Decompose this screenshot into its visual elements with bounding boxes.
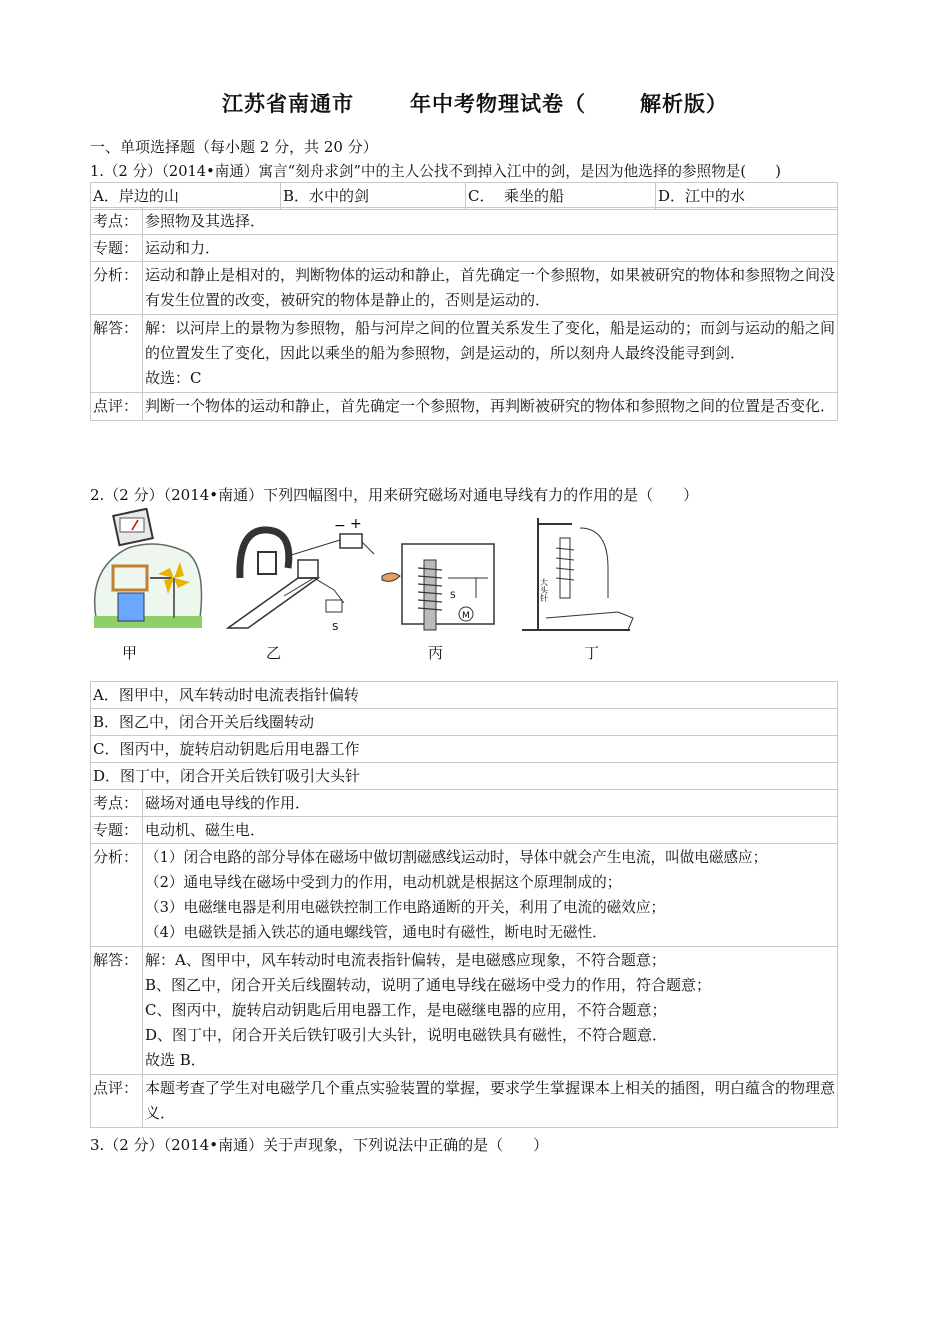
question-3-stem: 3.（2 分）（2014•南通）关于声现象，下列说法中正确的是（ ） [90,1136,549,1154]
figure-yi [228,516,374,633]
option-a: A．图甲中，风车转动时电流表指针偏转 [91,682,838,709]
svg-text:大头针: 大头针 [539,578,549,602]
question-1-options [90,182,838,210]
option-c: C．图丙中，旋转启动钥匙后用电器工作 [91,736,838,763]
figure-label-bing: 丙 [428,644,444,662]
row-jieda: 解答： 解：A、图甲中，风车转动时电流表指针偏转，是电磁感应现象，不符合题意； B、图乙中，闭合开关后线圈转动，说明了通电导线在磁场中受力的作用，符合题意； C、图丙中，旋转启动钥匙后用电器工作，是电磁继电器的应用，不符合题意； D、图丁中，闭合开关后铁钉吸引大头针，说明电磁铁具有磁性，不符合题意． 故选 B． [91,947,838,1075]
row-zhuanti: 专题： 电动机、磁生电． [91,817,838,844]
row-jieda: 解答： 解：以河岸上的景物为参照物，船与河岸之间的位置关系发生了变化，船是运动的；而剑与运动的船之间的位置发生了变化，因此以乘坐的船为参照物，剑是运动的，所以刻舟人最终没能寻到剑． 故选：C [91,315,838,393]
svg-text:−: − [334,518,346,534]
option-c: C． 乘坐的船 [466,183,656,210]
row-kaodian: 考点： 磁场对通电导线的作用． [91,790,838,817]
option-b: B．水中的剑 [281,183,466,210]
figure-label-ding: 丁 [584,644,600,662]
svg-text:+: + [350,516,362,532]
row-dianping: 点评： 判断一个物体的运动和静止，首先确定一个参照物，再判断被研究的物体和参照物之间的位置是否变化． [91,393,838,421]
option-b: B．图乙中，闭合开关后线圈转动 [91,709,838,736]
option-d: D．江中的水 [656,183,838,210]
option-a: A．岸边的山 [91,183,281,210]
row-fenxi: 分析： 运动和静止是相对的，判断物体的运动和静止，首先确定一个参照物，如果被研究的物体和参照物之间没有发生位置的改变，被研究的物体是静止的，否则是运动的． [91,262,838,315]
figure-bing [382,544,494,630]
svg-text:S: S [332,622,339,633]
figure-jia [94,509,202,628]
row-kaodian: 考点： 参照物及其选择． [91,208,838,235]
question-2-options [90,681,838,1128]
section-heading: 一、单项选择题（每小题 2 分，共 20 分） [90,138,378,156]
figure-label-yi: 乙 [266,644,282,662]
row-fenxi: 分析： （1）闭合电路的部分导体在磁场中做切割磁感线运动时，导体中就会产生电流，叫做电磁感应； （2）通电导线在磁场中受到力的作用，电动机就是根据这个原理制成的； （3）电磁继电器是利用电磁铁控制工作电路通断的开关，利用了电流的磁效应； （4）电磁铁是插入铁芯的通电螺线管，通电时有磁性，断电时无磁性． [91,844,838,947]
figure-ding [522,518,633,630]
question-1-stem: 1.（2 分）（2014•南通）寓言“刻舟求剑”中的主人公找不到掉入江中的剑，是因为他选择的参照物是( ) [90,163,781,180]
svg-text:S: S [450,591,456,601]
figure-label-jia: 甲 [122,644,138,662]
row-zhuanti: 专题： 运动和力． [91,235,838,262]
page-title: 江苏省南通市 年中考物理试卷（ 解析版） [222,91,728,116]
row-dianping: 点评： 本题考查了学生对电磁学几个重点实验装置的掌握，要求学生掌握课本上相关的插图，明白蕴含的物理意义． [91,1075,838,1128]
option-d: D．图丁中，闭合开关后铁钉吸引大头针 [91,763,838,790]
question-2-figures [88,508,648,638]
question-1-analysis [90,207,838,421]
question-2-stem: 2.（2 分）（2014•南通）下列四幅图中，用来研究磁场对通电导线有力的作用的是（ ） [90,486,699,504]
svg-text:M: M [462,611,470,621]
